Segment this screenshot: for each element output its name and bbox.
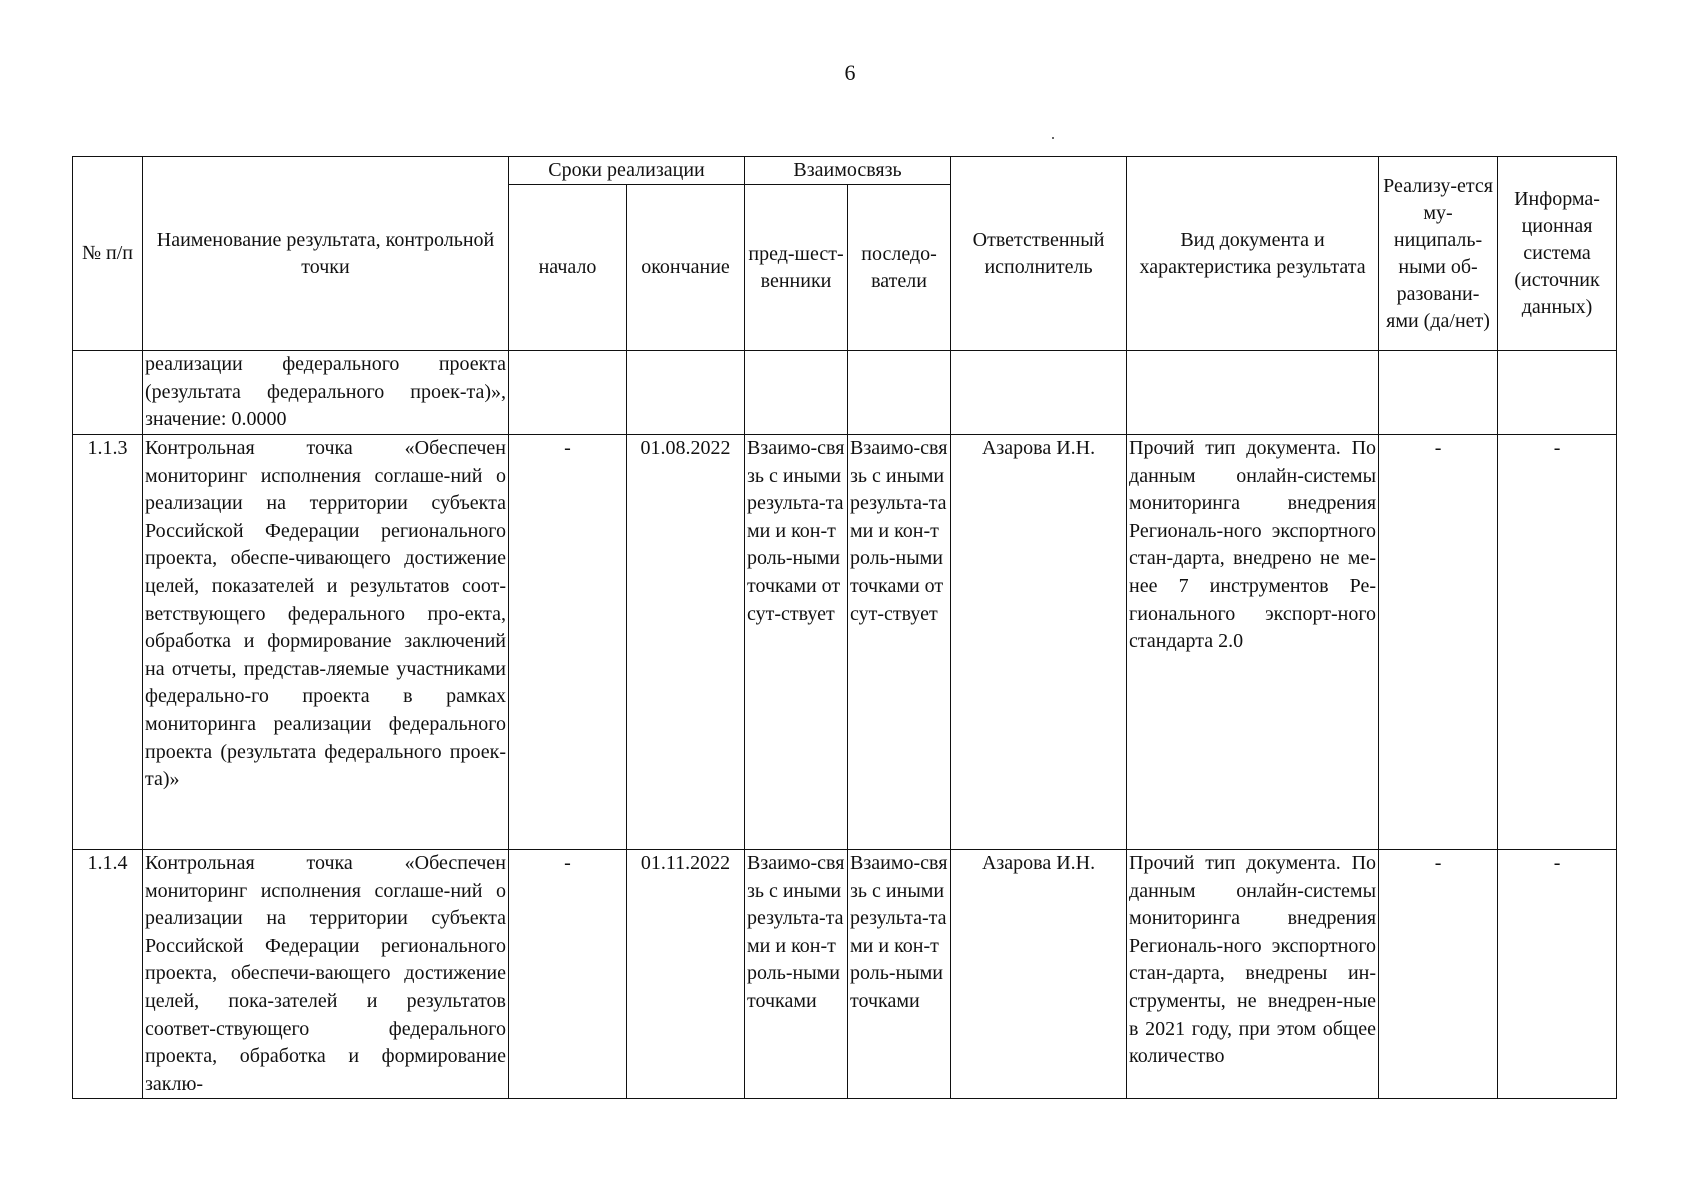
cell-doc-type: Прочий тип документа. По данным онлайн-системы мониторинга внедрения Региональ-ного экспортного стан-дарта, внедрено не ме-нее 7 инструментов Ре-гионального экспорт-ного стандарта 2.0 — [1127, 435, 1379, 850]
cell-municipal: - — [1379, 850, 1498, 1099]
header-predecessors: пред-шест-венники — [745, 185, 848, 351]
cell-municipal: - — [1379, 435, 1498, 850]
cell-successors: Взаимо-связь с иными результа-тами и кон-троль-ными точками отсут-ствует — [848, 435, 951, 850]
header-responsible: Ответственный исполнитель — [951, 157, 1127, 351]
cell-end: 01.08.2022 — [627, 435, 745, 850]
cell-predecessors: Взаимо-связь с иными результа-тами и кон-троль-ными точками — [745, 850, 848, 1099]
scan-speck — [1052, 137, 1054, 139]
cell-responsible: Азарова И.Н. — [951, 435, 1127, 850]
table-row — [73, 850, 1617, 1099]
cell-info-system: - — [1498, 435, 1617, 850]
cell-doc-type: Прочий тип документа. По данным онлайн-системы мониторинга внедрения Региональ-ного экспортного стан-дарта, внедрены ин-струменты, не внедрен-ные в 2021 году, при этом общее количество — [1127, 850, 1379, 1099]
cell-name: реализации федерального проекта (результата федерального проек-та)», значение: 0.0000 — [143, 351, 509, 435]
header-terms-group: Сроки реализации — [509, 157, 745, 185]
header-info-system: Информа-ционная система (источник данных) — [1498, 157, 1617, 351]
cell-start: - — [509, 850, 627, 1099]
cell-start: - — [509, 435, 627, 850]
header-end: окончание — [627, 185, 745, 351]
cell-successors — [848, 351, 951, 435]
page-number: 6 — [844, 60, 856, 85]
cell-info-system — [1498, 351, 1617, 435]
header-doc-type: Вид документа и характеристика результата — [1127, 157, 1379, 351]
table-row — [73, 351, 1617, 435]
cell-responsible — [951, 351, 1127, 435]
cell-responsible: Азарова И.Н. — [951, 850, 1127, 1099]
header-relation-group: Взаимосвязь — [745, 157, 951, 185]
cell-num: 1.1.3 — [73, 435, 143, 850]
header-num: № п/п — [73, 157, 143, 351]
cell-num: 1.1.4 — [73, 850, 143, 1099]
cell-end — [627, 351, 745, 435]
header-municipal: Реализу-ется му-ниципаль-ными об-разовани-ями (да/нет) — [1379, 157, 1498, 351]
cell-name: Контрольная точка «Обеспечен мониторинг исполнения соглаше-ний о реализации на территории субъекта Российской Федерации регионального проекта, обеспечи-вающего достижение целей, пока-зателей и результатов соответ-ствующего федерального проекта, обработка и формирование заклю- — [143, 850, 509, 1099]
cell-predecessors — [745, 351, 848, 435]
cell-predecessors: Взаимо-связь с иными результа-тами и кон-троль-ными точками отсут-ствует — [745, 435, 848, 850]
cell-municipal — [1379, 351, 1498, 435]
header-name: Наименование результата, контрольной точки — [143, 157, 509, 351]
cell-info-system: - — [1498, 850, 1617, 1099]
cell-doc-type — [1127, 351, 1379, 435]
cell-end: 01.11.2022 — [627, 850, 745, 1099]
table-header — [73, 157, 1617, 351]
cell-start — [509, 351, 627, 435]
cell-successors: Взаимо-связь с иными результа-тами и кон-троль-ными точками — [848, 850, 951, 1099]
header-successors: последо-ватели — [848, 185, 951, 351]
header-start: начало — [509, 185, 627, 351]
cell-name: Контрольная точка «Обеспечен мониторинг исполнения соглаше-ний о реализации на территории субъекта Российской Федерации регионального проекта, обеспе-чивающего достижение целей, показателей и результатов соот-ветствующего федерального про-екта, обработка и формирование заключений на отчеты, представ-ляемые участниками федерально-го проекта в рамках мониторинга реализации федерального проекта (результата федерального проек-та)» — [143, 435, 509, 850]
cell-num — [73, 351, 143, 435]
results-table — [72, 156, 1617, 1099]
table-row — [73, 435, 1617, 850]
